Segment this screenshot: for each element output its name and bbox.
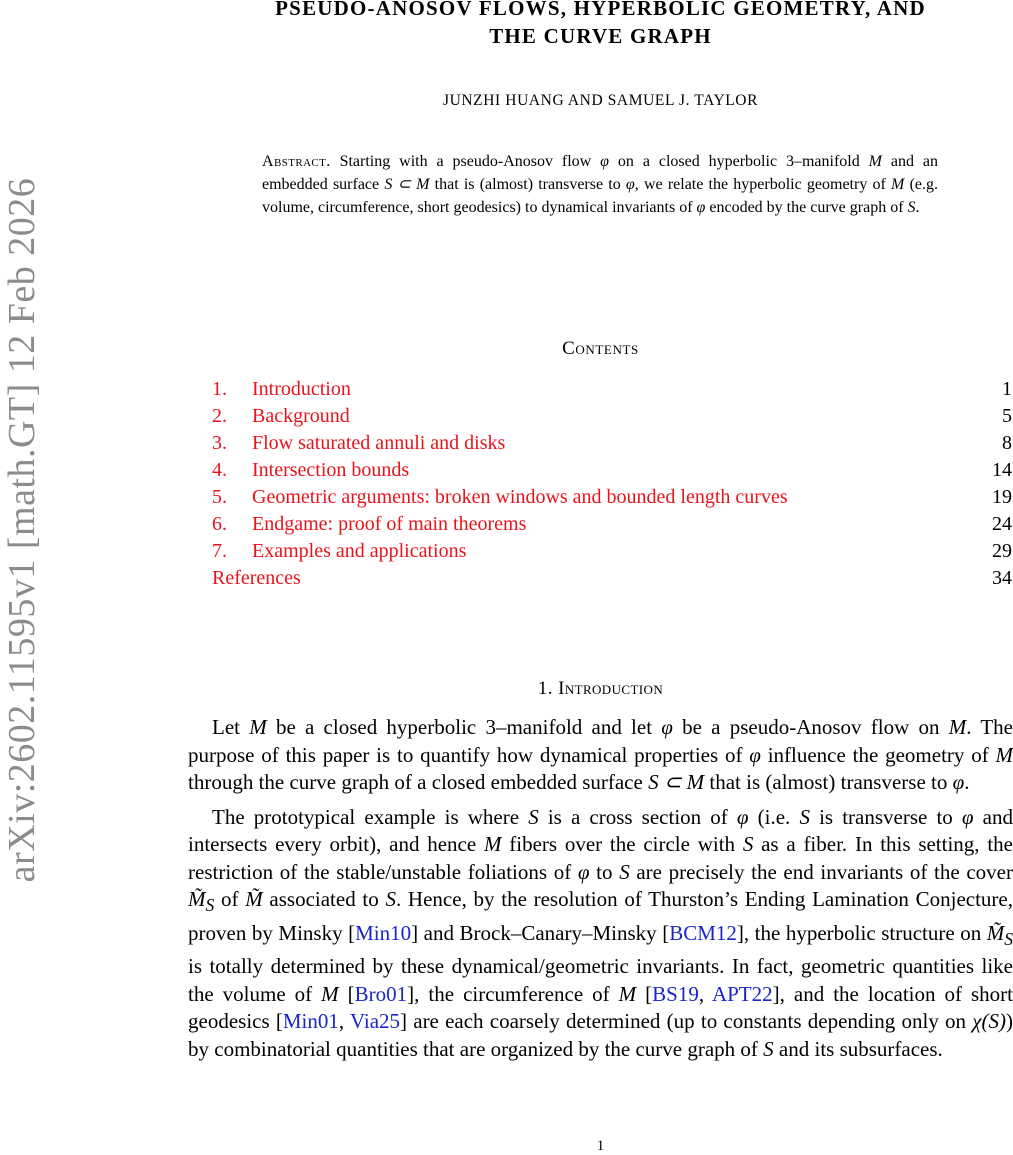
- toc-entry-background[interactable]: [212, 403, 1012, 430]
- abstract-text-8: .: [915, 199, 920, 216]
- toc-entry-link[interactable]: References: [212, 567, 301, 589]
- toc-entry-page: 34: [992, 567, 1012, 589]
- text: are precisely the end invariants of the cover: [629, 859, 1013, 884]
- text: The prototypical example is where: [212, 804, 529, 829]
- math: φ: [661, 715, 673, 739]
- table-of-contents: [212, 376, 1012, 592]
- abstract-text-7: encoded by the curve graph of: [705, 199, 908, 216]
- citation-link[interactable]: Via25: [349, 1009, 401, 1034]
- citation-link[interactable]: Min10: [355, 920, 412, 945]
- math: φ: [749, 742, 761, 767]
- toc-entry-link[interactable]: Endgame: proof of main theorems: [252, 513, 527, 535]
- section-number: 1.: [537, 678, 553, 699]
- math: φ: [961, 804, 974, 829]
- citation-link[interactable]: APT22: [711, 981, 773, 1006]
- math-subscript: S: [1004, 928, 1013, 949]
- citation-link[interactable]: BS19: [652, 981, 699, 1006]
- contents-heading: Contents: [562, 338, 639, 359]
- math: M̃: [188, 887, 206, 911]
- text: ,: [698, 981, 712, 1006]
- text: through the curve graph of a closed embedded surface: [188, 770, 649, 794]
- toc-entry-page: 1: [1002, 378, 1012, 400]
- math: M: [995, 742, 1013, 767]
- text: ], and the location of short geodesics [: [188, 981, 1013, 1034]
- text: ], the hyperbolic structure on: [736, 920, 987, 945]
- math: S: [619, 859, 630, 884]
- math: S ⊂ M: [648, 770, 705, 794]
- toc-entry-geometric-arguments[interactable]: [212, 484, 1012, 511]
- abstract-heading: Abstract.: [262, 153, 331, 170]
- text: [: [636, 981, 653, 1006]
- toc-entry-number[interactable]: 6.: [212, 513, 227, 535]
- text: . The purpose of this paper is to quantify how dynamical properties of: [188, 715, 1013, 767]
- abstract-math: φ: [625, 176, 635, 193]
- math: S: [528, 804, 539, 829]
- text: ,: [338, 1009, 350, 1034]
- paragraph-2: [188, 804, 1013, 1064]
- abstract-math: φ: [696, 199, 706, 216]
- toc-entry-number[interactable]: 3.: [212, 432, 227, 454]
- citation-link[interactable]: BCM12: [669, 920, 737, 945]
- toc-entry-link[interactable]: Examples and applications: [252, 540, 467, 562]
- text: be a pseudo-Anosov flow on: [672, 715, 949, 739]
- text: of: [214, 887, 246, 911]
- page-number: 1: [596, 1138, 605, 1154]
- toc-entry-number[interactable]: 5.: [212, 486, 227, 508]
- toc-entry-endgame[interactable]: [212, 511, 1012, 538]
- toc-entry-page: 19: [992, 486, 1012, 508]
- toc-entry-page: 14: [992, 459, 1012, 481]
- toc-entry-page: 5: [1002, 405, 1012, 427]
- toc-entry-page: 29: [992, 540, 1012, 562]
- text: be a closed hyperbolic 3–manifold and let: [266, 715, 662, 739]
- math: M: [249, 715, 267, 739]
- section-heading-introduction: [188, 678, 1013, 700]
- text: ] are each coarsely determined (up to constants depending only on: [400, 1009, 973, 1034]
- text: is a cross section of: [538, 804, 737, 829]
- title-line-1: PSEUDO-ANOSOV FLOWS, HYPERBOLIC GEOMETRY, AND: [275, 0, 926, 20]
- abstract-math: S: [907, 199, 916, 216]
- paragraph-1: [188, 714, 1013, 797]
- abstract-math: S ⊂ M: [384, 176, 430, 193]
- text: as a fiber. In this setting, the restriction of the stable/unstable foliations of: [188, 832, 1013, 884]
- math: M: [483, 832, 502, 856]
- text: fibers over the circle with: [501, 832, 743, 856]
- toc-entry-intersection-bounds[interactable]: [212, 457, 1012, 484]
- toc-entry-references[interactable]: [212, 565, 1012, 592]
- abstract-math: M: [868, 153, 882, 170]
- math: M̃: [986, 920, 1005, 945]
- toc-entry-number[interactable]: 2.: [212, 405, 227, 427]
- math: χ(S): [972, 1009, 1006, 1034]
- section-title: Introduction: [558, 678, 664, 699]
- math: φ: [736, 804, 749, 829]
- citation-link[interactable]: Bro01: [354, 981, 408, 1006]
- text: and intersects every orbit), and hence: [188, 804, 1013, 856]
- abstract-text-4: that is (almost) transverse to: [429, 176, 626, 193]
- toc-entry-introduction[interactable]: [212, 376, 1012, 403]
- math: M̃: [245, 887, 263, 911]
- toc-entry-number[interactable]: 7.: [212, 540, 227, 562]
- toc-entry-page: 8: [1002, 432, 1012, 454]
- author-list: JUNZHI HUANG AND SAMUEL J. TAYLOR: [442, 92, 759, 109]
- text: associated to: [262, 887, 386, 911]
- text: [: [338, 981, 355, 1006]
- text: ] and Brock–Canary–Minsky [: [411, 920, 670, 945]
- math: M: [321, 981, 339, 1006]
- abstract: [262, 150, 938, 219]
- math: S: [385, 887, 396, 911]
- toc-entry-link[interactable]: Background: [252, 405, 350, 427]
- math: S: [763, 1036, 774, 1061]
- abstract-text-5: , we relate the hyperbolic geometry of: [634, 176, 892, 193]
- paper-title: [188, 0, 1013, 50]
- text: is transverse to: [809, 804, 962, 829]
- citation-link[interactable]: Min01: [282, 1009, 339, 1034]
- abstract-math: φ: [600, 153, 609, 170]
- math: S: [742, 832, 754, 856]
- math: φ: [952, 770, 965, 794]
- toc-entry-examples[interactable]: [212, 538, 1012, 565]
- abstract-text-2: on a closed hyperbolic 3–manifold: [609, 153, 869, 170]
- text: .: [964, 770, 970, 794]
- text: influence the geometry of: [760, 742, 996, 767]
- abstract-text-1: Starting with a pseudo-Anosov flow: [330, 153, 601, 170]
- abstract-text-3: and an embedded surface: [262, 153, 939, 193]
- introduction-body: [188, 714, 1013, 1070]
- text: Let: [212, 715, 250, 739]
- math: M: [948, 715, 967, 739]
- toc-entry-number[interactable]: 1.: [212, 378, 227, 400]
- abstract-text-6: (e.g. volume, circumference, short geodesics) to dynamical invariants of: [262, 176, 938, 216]
- toc-entry-link[interactable]: Intersection bounds: [252, 459, 410, 481]
- toc-entry-number[interactable]: 4.: [212, 459, 227, 481]
- math-subscript: S: [205, 895, 215, 916]
- math: M: [618, 981, 637, 1006]
- math: S: [799, 804, 810, 829]
- text: ) by combinatorial quantities that are organized by the curve graph of: [188, 1009, 1013, 1061]
- text: is totally determined by these dynamical/geometric invariants. In fact, geometric quantities like the volume of: [188, 954, 1013, 1006]
- abstract-math: M: [891, 176, 905, 193]
- math: φ: [577, 859, 590, 884]
- text: . Hence, by the resolution of Thurston’s Ending Lamination Conjecture, proven by Minsky [: [188, 887, 1013, 945]
- text: ], the circumference of: [407, 981, 619, 1006]
- text: to: [589, 859, 620, 884]
- toc-entry-link[interactable]: Introduction: [252, 378, 351, 400]
- toc-entry-link[interactable]: Flow saturated annuli and disks: [252, 432, 506, 454]
- text: that is (almost) transverse to: [704, 770, 953, 794]
- text: (i.e.: [748, 804, 800, 829]
- arxiv-identifier-stamp: arXiv:2602.11595v1 [math.GT] 12 Feb 2026: [1, 177, 43, 883]
- title-line-2: THE CURVE GRAPH: [489, 24, 712, 48]
- text: and its subsurfaces.: [773, 1036, 943, 1061]
- toc-entry-link[interactable]: Geometric arguments: broken windows and bounded length curves: [252, 486, 788, 508]
- toc-entry-flow-saturated[interactable]: [212, 430, 1012, 457]
- toc-entry-page: 24: [992, 513, 1012, 535]
